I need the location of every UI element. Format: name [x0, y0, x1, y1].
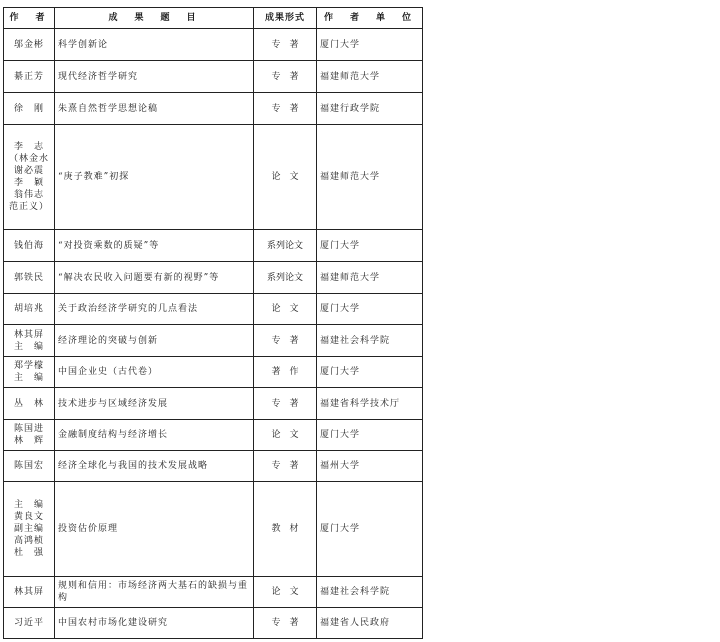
header-unit: 作 者 单 位	[317, 8, 423, 29]
table-row	[4, 230, 423, 262]
title-cell: 科学创新论	[55, 29, 254, 61]
form-cell: 系列论文	[254, 262, 317, 294]
table-row	[4, 294, 423, 325]
author-cell: 钱伯海	[4, 230, 55, 262]
unit-cell: 厦门大学	[317, 357, 423, 388]
author-cell: 徐 刚	[4, 93, 55, 125]
title-cell: 经济理论的突破与创新	[55, 325, 254, 357]
header-author: 作 者	[4, 8, 55, 29]
unit-cell: 福建师范大学	[317, 61, 423, 93]
author-cell: 郑学檬 主 编	[4, 357, 55, 388]
table-row	[4, 61, 423, 93]
form-cell: 专 著	[254, 29, 317, 61]
author-cell: 丛 林	[4, 388, 55, 420]
form-cell: 论 文	[254, 420, 317, 451]
title-cell: 经济全球化与我国的技术发展战略	[55, 451, 254, 482]
form-cell: 专 著	[254, 61, 317, 93]
author-cell: 陈国宏	[4, 451, 55, 482]
unit-cell: 厦门大学	[317, 29, 423, 61]
table-row	[4, 29, 423, 61]
author-cell: 綦正芳	[4, 61, 55, 93]
unit-cell: 福建行政学院	[317, 93, 423, 125]
author-cell: 郭铁民	[4, 262, 55, 294]
title-cell: 技术进步与区域经济发展	[55, 388, 254, 420]
form-cell: 专 著	[254, 451, 317, 482]
unit-cell: 福州大学	[317, 451, 423, 482]
author-cell: 林其屏 主 编	[4, 325, 55, 357]
title-cell: “庚子教难”初探	[55, 125, 254, 230]
header-row	[4, 8, 423, 29]
title-cell: 朱熹自然哲学思想论稿	[55, 93, 254, 125]
title-cell: “对投资乘数的质疑”等	[55, 230, 254, 262]
form-cell: 著 作	[254, 357, 317, 388]
form-cell: 教 材	[254, 482, 317, 577]
table-row	[4, 125, 423, 230]
header-title: 成 果 题 目	[55, 8, 254, 29]
title-cell: 规则和信用：市场经济两大基石的缺损与重构	[55, 577, 254, 608]
table-row	[4, 262, 423, 294]
form-cell: 专 著	[254, 93, 317, 125]
form-cell: 专 著	[254, 608, 317, 639]
unit-cell: 厦门大学	[317, 294, 423, 325]
form-cell: 论 文	[254, 125, 317, 230]
author-cell: 习近平	[4, 608, 55, 639]
unit-cell: 厦门大学	[317, 420, 423, 451]
title-cell: “解决农民收入问题要有新的视野”等	[55, 262, 254, 294]
title-cell: 现代经济哲学研究	[55, 61, 254, 93]
table-row	[4, 608, 423, 639]
table-row	[4, 451, 423, 482]
author-cell: 陈国进 林 辉	[4, 420, 55, 451]
table-row	[4, 357, 423, 388]
title-cell: 中国农村市场化建设研究	[55, 608, 254, 639]
header-form: 成果形式	[254, 8, 317, 29]
table-row	[4, 93, 423, 125]
table-row	[4, 325, 423, 357]
title-cell: 投资估价原理	[55, 482, 254, 577]
awards-table	[3, 7, 423, 639]
author-cell: 李 志 （林金水 谢必震 李 颖 翁伟志 范正义）	[4, 125, 55, 230]
author-cell: 邬金彬	[4, 29, 55, 61]
form-cell: 论 文	[254, 577, 317, 608]
table-row	[4, 482, 423, 577]
unit-cell: 福建师范大学	[317, 125, 423, 230]
form-cell: 论 文	[254, 294, 317, 325]
title-cell: 金融制度结构与经济增长	[55, 420, 254, 451]
title-cell: 关于政治经济学研究的几点看法	[55, 294, 254, 325]
author-cell: 林其屏	[4, 577, 55, 608]
form-cell: 系列论文	[254, 230, 317, 262]
unit-cell: 福建师范大学	[317, 262, 423, 294]
unit-cell: 福建省科学技术厅	[317, 388, 423, 420]
author-cell: 主 编 黄良文 副主编 高鸿桢 杜 强	[4, 482, 55, 577]
form-cell: 专 著	[254, 388, 317, 420]
table-row	[4, 420, 423, 451]
unit-cell: 福建省人民政府	[317, 608, 423, 639]
table-row	[4, 577, 423, 608]
unit-cell: 福建社会科学院	[317, 577, 423, 608]
unit-cell: 福建社会科学院	[317, 325, 423, 357]
form-cell: 专 著	[254, 325, 317, 357]
unit-cell: 厦门大学	[317, 230, 423, 262]
author-cell: 胡培兆	[4, 294, 55, 325]
unit-cell: 厦门大学	[317, 482, 423, 577]
table-row	[4, 388, 423, 420]
title-cell: 中国企业史（古代卷）	[55, 357, 254, 388]
